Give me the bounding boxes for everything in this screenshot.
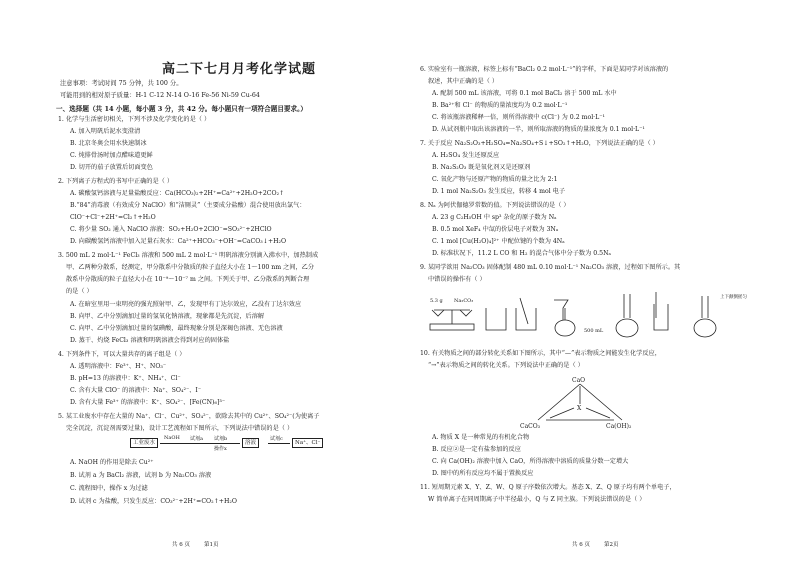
question-1-stem: 1. 化学与生活密切相关，下列不涉及化学变化的是（ ） — [58, 116, 211, 123]
flow-reagent-c: 试剂c — [270, 436, 283, 442]
question-7-option-c: C. 氧化产物与还原产物的物质的量之比为 2:1 — [432, 176, 558, 183]
funnel-flask-icon — [554, 300, 575, 336]
page-count-right: 共 6 页 — [572, 542, 590, 548]
page-number-right: 第2页 — [604, 542, 619, 548]
question-10-option-d: D. 图中的所有反应均不属于置换反应 — [432, 470, 534, 477]
question-8-option-d: D. 标准状况下，11.2 L CO 和 H₂ 的混合气体中分子数为 0.5Nₐ — [432, 250, 611, 257]
question-1-option-d: D. 切开的茄子放置后切面变色 — [70, 164, 153, 171]
page-count-left: 共 6 页 — [172, 542, 190, 548]
atomic-mass-note: 可能用到的相对原子质量：H-1 C-12 N-14 O-16 Fe-56 Ni-59 Cu-64 — [60, 92, 260, 99]
question-6-option-b: B. Ba²⁺和 Cl⁻ 的物质的量浓度均为 0.2 mol·L⁻¹ — [432, 102, 568, 109]
question-3-stem-line-4: 的是（ ） — [66, 288, 93, 295]
node-top: CaO — [572, 377, 586, 384]
question-6-option-c: C. 将该瓶溶液稀释一倍，则所得溶液中 c(Cl⁻) 为 0.2 mol·L⁻¹ — [432, 114, 606, 121]
question-8-option-a: A. 23 g C₂H₅OH 中 sp³ 杂化的原子数为 Nₐ — [432, 214, 557, 221]
question-3-stem-line-3: 散系中分散质的粒子直径大小在 10⁻⁹～10⁻⁷ m 之间。下列关于甲、乙分散系的判断合理 — [66, 276, 310, 283]
question-1-option-a: A. 加入明矾后泥水变澄清 — [70, 128, 141, 135]
flow-arrow-2 — [268, 443, 290, 444]
question-10-stem-line-2: “→”表示物质之间的转化关系。下列说法中正确的是（ ） — [428, 362, 584, 369]
question-1-option-b: B. 北京冬奥会用水快速制冰 — [70, 140, 147, 147]
question-10-option-c: C. 向 Ca(OH)₂ 溶液中加入 CaO，所得溶液中溶质的质量分数一定增大 — [432, 458, 629, 465]
solution-preparation-apparatus — [424, 288, 747, 342]
question-9-stem-line-2: 中错误的操作有（ ） — [428, 276, 486, 283]
balance-icon — [430, 310, 474, 330]
question-2-stem: 2. 下列离子方程式的书写中正确的是（ ） — [58, 178, 174, 185]
question-5-stem-line-1: 5. 某工业废水中存在大量的 Na⁺、Cl⁻、Cu²⁺、SO₄²⁻，欲除去其中的 Cu²⁺、SO₄²⁻(为使离子 — [58, 413, 320, 420]
triangle-lines — [538, 384, 622, 420]
exam-title: 高二下七月月考化学试题 — [162, 62, 317, 77]
question-9-stem-line-1: 9. 某同学欲用 Na₂CO₃ 固体配制 480 mL 0.10 mol·L⁻¹ Na₂CO₃ 溶液，过程如下图所示。其 — [420, 264, 681, 271]
flask-volume-label: 500 mL — [584, 328, 604, 334]
process-flow-diagram — [130, 435, 340, 453]
exam-note: 注意事项：考试时间 75 分钟，共 100 分。 — [60, 80, 183, 87]
question-7-option-a: A. H₂SO₄ 发生还原反应 — [432, 152, 500, 159]
question-7-stem: 7. 关于反应 Na₂S₂O₃+H₂SO₄=Na₂SO₄+S↓+SO₂↑+H₂O，下列说法正确的是（ ） — [420, 140, 659, 147]
question-5-stem-line-2: 完全沉淀，沉淀剂需要过量)，设计工艺流程如下图所示，下列说法中错误的是（ ） — [66, 425, 294, 432]
question-7-option-b: B. Na₂S₂O₃ 既是氧化剂又是还原剂 — [432, 164, 531, 171]
question-11-stem-line-1: 11. 短周期元素 X、Y、Z、W、Q 原子序数依次增大。基态 X、Z、Q 原子均有两个单电子， — [420, 484, 676, 491]
shaking-flask-icon — [694, 296, 716, 337]
question-5-option-a: A. NaOH 的作用是除去 Cu²⁺ — [70, 459, 154, 466]
question-2-option-d: D. 向碳酸氢钙溶液中加入足量石灰水：Ca²⁺+HCO₃⁻+OH⁻=CaCO₃↓+H₂O — [70, 238, 287, 245]
flow-reagent-naoh: NaOH — [164, 435, 180, 441]
flow-end-box: Na⁺、Cl⁻ — [292, 438, 323, 448]
question-1-option-c: C. 炖排骨汤时加点醋味道更鲜 — [70, 152, 153, 159]
question-5-option-b: B. 试剂 a 为 BaCl₂ 溶液，试剂 b 为 Na₂CO₃ 溶液 — [70, 472, 212, 479]
question-4-stem: 4. 下列条件下，可以大量共存的离子组是（ ） — [58, 351, 186, 358]
node-left: CaCO₃ — [520, 423, 541, 430]
question-3-option-c: C. 向甲、乙中分别滴加过量的氢碘酸，最终现象分别是深褐色溶液、无色溶液 — [70, 325, 283, 332]
section-heading: 一、选择题（共 14 小题，每小题 3 分，共 42 分。每小题只有一项符合题目要求。） — [56, 105, 308, 113]
question-11-stem-line-2: W 简单离子在同周期离子中半径最小，Q 与 Z 同主族。下列说法错误的是（ ） — [428, 496, 646, 503]
node-right: Ca(OH)₂ — [606, 423, 632, 430]
question-4-option-c: C. 含有大量 ClO⁻ 的溶液中：Na⁺、SO₄²⁻、I⁻ — [70, 387, 202, 394]
question-3-option-d: D. 蒸干、灼烧 FeCl₃ 溶液和明矾溶液会得到对应的固体盐 — [70, 337, 230, 344]
flow-start-box: 工业废水 — [130, 438, 158, 448]
right-page — [420, 0, 760, 561]
question-5-option-d: D. 试剂 c 为盐酸，只发生反应：CO₃²⁻+2H⁺=CO₂↑+H₂O — [70, 498, 237, 505]
question-4-option-a: A. 透明溶液中：Fe³⁺、H⁺、NO₃⁻ — [70, 363, 167, 370]
question-4-option-b: B. pH=13 的溶液中：K⁺、NH₄⁺、Cl⁻ — [70, 375, 181, 382]
question-7-option-d: D. 1 mol Na₂S₂O₃ 发生反应，转移 4 mol 电子 — [432, 188, 566, 195]
question-6-option-d: D. 从试剂瓶中取出该溶液的一半，则所取溶液的物质的量浓度为 0.1 mol·L⁻¹ — [432, 126, 645, 133]
left-page — [52, 0, 382, 561]
salt-label: Na₂CO₃ — [454, 298, 474, 304]
flow-reagent-b: 试剂b — [214, 436, 228, 442]
question-3-stem-line-2: 甲、乙两种分散系，经测定，甲分散系中分散质的粒子直径大小在 1～100 nm 之间，乙分 — [66, 264, 315, 271]
question-8-option-b: B. 0.5 mol XeF₄ 中氙的价层电子对数为 3Nₐ — [432, 226, 559, 233]
question-2-option-c: C. 将少量 SO₂ 通入 NaClO 溶液：SO₂+H₂O+2ClO⁻=SO₃²⁻+2HClO — [70, 226, 272, 233]
volumetric-flask-icon — [616, 292, 668, 337]
question-2-option-b: B.“84”消毒液（有效成分 NaClO）和“洁厕灵”（主要成分盐酸）混合使用放出氯气： — [70, 202, 306, 209]
question-3-stem-line-1: 3. 500 mL 2 mol·L⁻¹ FeCl₃ 溶液和 500 mL 2 mol·L⁻¹ 明矾溶液分别滴入沸水中，加热制成 — [58, 252, 319, 259]
question-6-option-a: A. 配制 500 mL 该溶液，可将 0.1 mol BaCl₂ 溶于 500 mL 水中 — [432, 90, 617, 97]
flow-reagent-a: 试剂a — [190, 436, 203, 442]
question-5-option-c: C. 流程图中，操作 x 为过滤 — [70, 485, 148, 492]
shake-label: 上下颠倒摇匀 — [720, 295, 747, 300]
question-2-option-b-equation: ClO⁻+Cl⁻+2H⁺=Cl₂↑+H₂O — [70, 214, 156, 221]
question-2-option-a: A. 碳酸氢钙溶液与足量盐酸反应：Ca(HCO₃)₂+2H⁺=Ca²⁺+2H₂O+2CO₂↑ — [70, 190, 285, 197]
question-6-stem-line-2: 叙述，其中正确的是（ ） — [428, 78, 499, 85]
question-10-option-b: B. 反应②是一定有盐参加的反应 — [432, 446, 521, 453]
question-8-option-c: C. 1 mol [Cu(H₂O)₄]²⁺ 中配位键的个数为 4Nₐ — [432, 238, 565, 245]
flow-solution-box: 溶液 — [242, 438, 259, 448]
question-8-stem: 8. Nₐ 为阿伏伽德罗常数的值。下列说法错误的是（ ） — [420, 202, 570, 209]
conversion-triangle-diagram — [520, 374, 640, 430]
flow-operation-x: 操作x — [214, 446, 227, 452]
node-center: X — [577, 405, 582, 412]
page-number-left: 第1页 — [204, 542, 219, 548]
question-10-stem-line-1: 10. 有关物质之间的部分转化关系如下图所示，其中“—”表示物质之间能发生化学反应， — [420, 350, 661, 357]
mass-label: 5.3 g — [430, 298, 443, 304]
question-6-stem-line-1: 6. 实验室有一瓶溶液，标签上标有“BaCl₂ 0.2 mol·L⁻¹”的字样，下面是某同学对该溶液的 — [420, 66, 669, 73]
question-3-option-b: B. 向甲、乙中分别滴加过量的氢氧化钠溶液，现象都是先沉淀，后溶解 — [70, 313, 265, 320]
beaker-icon — [486, 298, 536, 330]
flow-arrow-1 — [160, 443, 240, 444]
question-3-option-a: A. 在暗室里用一束明亮的强光照射甲、乙，发现甲有丁达尔效应，乙没有丁达尔效应 — [70, 301, 302, 308]
question-10-option-a: A. 物质 X 是一种常见的有机化合物 — [432, 434, 530, 441]
question-4-option-d: D. 含有大量 Fe³⁺ 的溶液中：K⁺、SO₄²⁻、[Fe(CN)₆]³⁻ — [70, 399, 226, 406]
